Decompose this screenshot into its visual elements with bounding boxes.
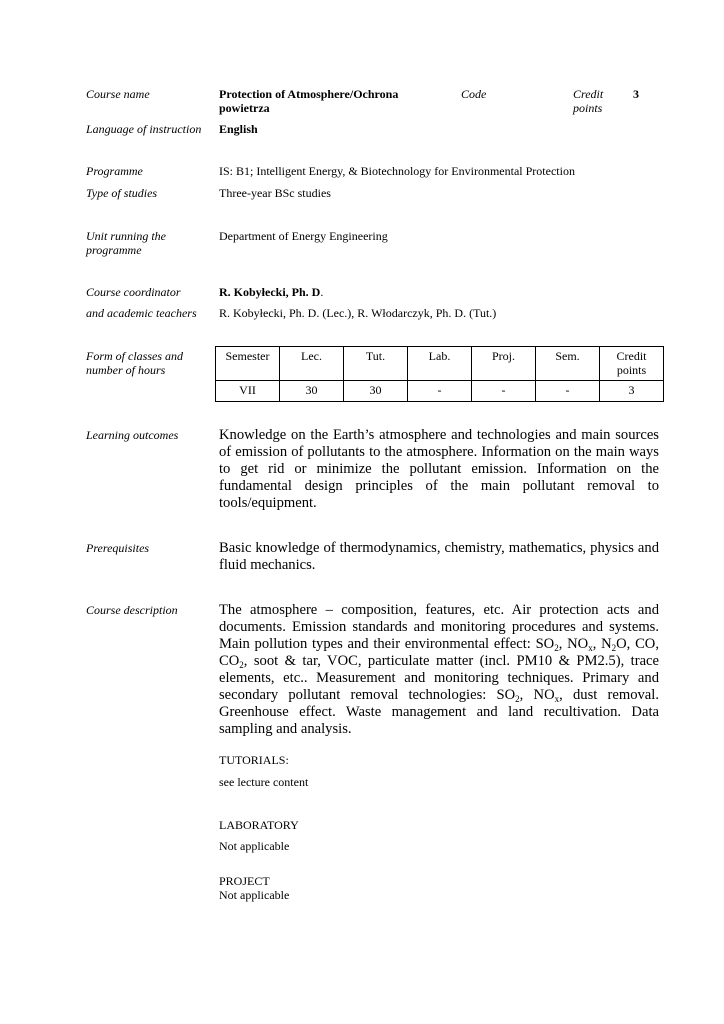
hours-header-cell: Credit points — [600, 347, 664, 381]
programme-label: Programme — [86, 164, 143, 178]
hours-label-line2: number of hours — [86, 363, 166, 377]
description-subscript: 2 — [611, 643, 617, 653]
hours-value-cell: 3 — [600, 381, 664, 402]
hours-value-cell: - — [536, 381, 600, 402]
description-segment: , NO — [519, 687, 555, 703]
coordinator-name-suffix: . — [320, 285, 324, 299]
coordinator-value — [219, 285, 323, 299]
description-subscript: 2 — [554, 643, 559, 653]
description-segment: The atmosphere – composition, features, etc. Air protection acts and documents. Emission standards and monitoring procedures and systems. Main pollution types and their environmental effect: SO — [219, 602, 659, 652]
prerequisites-label: Prerequisites — [86, 541, 150, 555]
outcomes-label: Learning outcomes — [86, 428, 179, 442]
unit-label-line2: programme — [86, 243, 142, 257]
language-value: English — [219, 122, 258, 136]
project-text: Not applicable — [219, 888, 290, 902]
description-text — [219, 602, 659, 738]
hours-header-cell: Tut. — [344, 347, 408, 381]
hours-table — [215, 346, 664, 402]
unit-label-line1: Unit running the — [86, 229, 166, 243]
laboratory-text: Not applicable — [219, 839, 290, 853]
description-segment: , NO — [558, 636, 589, 652]
coordinator-name: R. Kobyłecki, Ph. D — [219, 285, 321, 299]
programme-value: IS: B1; Intelligent Energy, & Biotechnology for Environmental Protection — [219, 164, 575, 178]
hours-value-cell: 30 — [344, 381, 408, 402]
description-segment: , soot & tar, VOC, particulate matter (incl. PM10 & PM2.5), trace elements, etc.. Measurement and monitoring techniques. Primary and secondary pollutant removal technologies: SO — [219, 653, 659, 703]
course-name-label: Course name — [86, 87, 150, 101]
code-label: Code — [461, 87, 487, 101]
description-segment: O, CO, CO — [219, 636, 659, 669]
hours-header-cell: Lab. — [408, 347, 472, 381]
laboratory-heading: LABORATORY — [219, 818, 299, 832]
teachers-value: R. Kobyłecki, Ph. D. (Lec.), R. Włodarczyk, Ph. D. (Tut.) — [219, 306, 497, 320]
hours-header-cell: Proj. — [472, 347, 536, 381]
hours-value-cell: VII — [216, 381, 280, 402]
tutorials-heading: TUTORIALS: — [219, 753, 289, 767]
language-label: Language of instruction — [86, 122, 202, 136]
coordinator-label: Course coordinator — [86, 285, 181, 299]
hours-header-row — [216, 347, 664, 381]
prerequisites-text: Basic knowledge of thermodynamics, chemistry, mathematics, physics and fluid mechanics. — [219, 540, 659, 573]
description-subscript: x — [554, 694, 560, 704]
studies-type-value: Three-year BSc studies — [219, 186, 331, 200]
hours-value-cell: - — [408, 381, 472, 402]
teachers-label: and academic teachers — [86, 306, 197, 320]
tutorials-text: see lecture content — [219, 775, 309, 789]
hours-value-cell: - — [472, 381, 536, 402]
hours-header-cell: Sem. — [536, 347, 600, 381]
project-heading: PROJECT — [219, 874, 270, 888]
hours-label-line1: Form of classes and — [86, 349, 183, 363]
hours-value-cell: 30 — [280, 381, 344, 402]
description-segment: , dust removal. Greenhouse effect. Waste management and land recultivation. Data sampling and analysis. — [219, 687, 659, 737]
course-name-line1: Protection of Atmosphere/Ochrona — [219, 87, 399, 101]
hours-header-cell: Semester — [216, 347, 280, 381]
credit-label-line2: points — [573, 101, 603, 115]
credit-label-line1: Credit — [573, 87, 604, 101]
outcomes-text: Knowledge on the Earth’s atmosphere and technologies and main sources of emission of pollutants to the atmosphere. Information on the main ways to get rid or minimize the pollutant emission. Information on the fundamental design principles of the main pollutant removal to tools/equipment. — [219, 427, 659, 511]
course-name-line2: powietrza — [219, 101, 270, 115]
description-segment: , N — [592, 636, 612, 652]
unit-value: Department of Energy Engineering — [219, 229, 388, 243]
description-subscript: 2 — [239, 660, 244, 670]
description-label: Course description — [86, 603, 178, 617]
studies-type-label: Type of studies — [86, 186, 158, 200]
hours-values-row — [216, 381, 664, 402]
hours-header-cell: Lec. — [280, 347, 344, 381]
credit-value: 3 — [633, 87, 639, 101]
description-subscript: x — [588, 643, 593, 653]
description-subscript: 2 — [515, 694, 520, 704]
